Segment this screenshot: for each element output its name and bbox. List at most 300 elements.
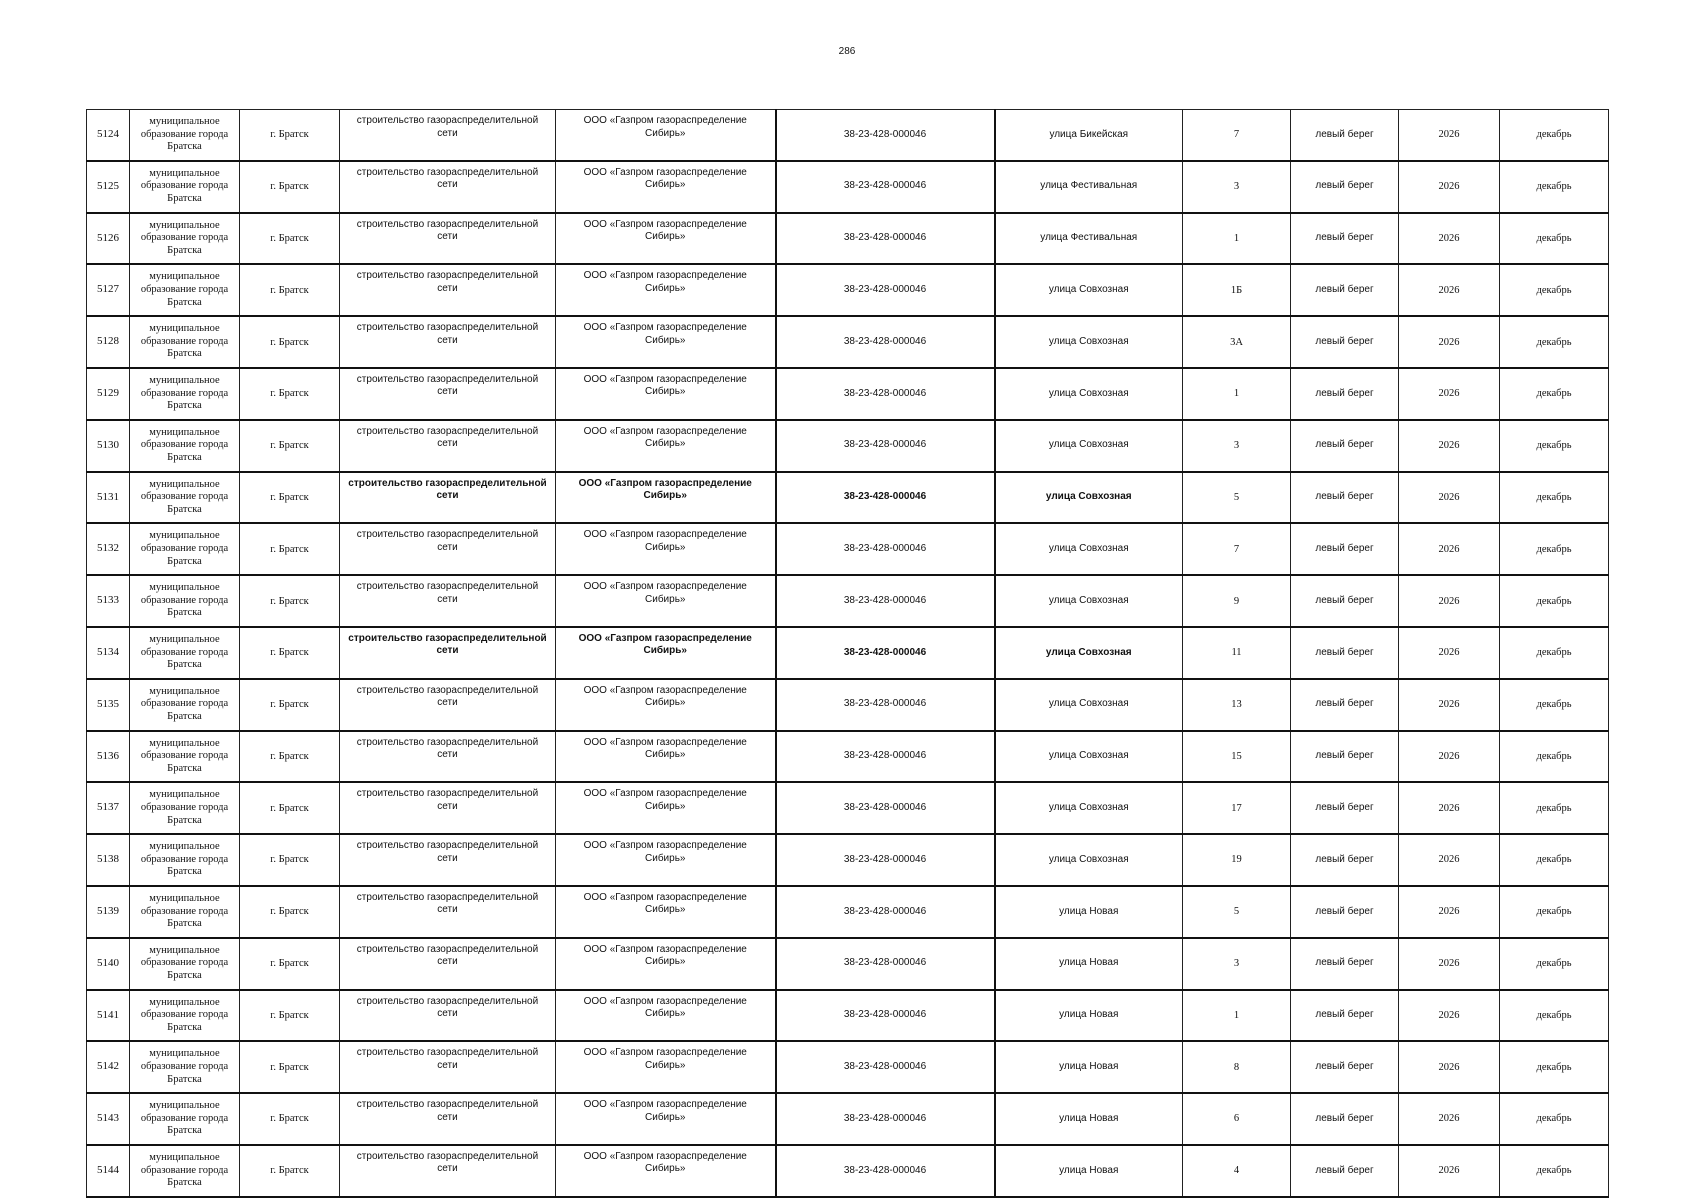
organization-cell-line: Сибирь» (645, 127, 686, 139)
organization-cell-line: ООО «Газпром газораспределение (583, 1150, 747, 1162)
house-number-cell: 11 (1183, 627, 1291, 679)
organization-cell-line: Сибирь» (645, 749, 686, 761)
locality-cell: г. Братск (240, 782, 340, 834)
row-number-cell: 5135 (87, 679, 130, 731)
house-number-cell: 1Б (1183, 264, 1291, 316)
municipality-cell-line: муниципальное (149, 737, 220, 749)
year-cell: 2026 (1399, 161, 1500, 213)
year-cell: 2026 (1399, 1041, 1500, 1093)
municipality-cell-line: Братска (167, 348, 202, 360)
house-number-cell: 7 (1183, 523, 1291, 575)
river-bank-cell: левый берег (1291, 938, 1399, 990)
river-bank-cell: левый берег (1291, 627, 1399, 679)
page-number: 286 (838, 46, 856, 57)
municipality-cell (130, 213, 240, 265)
month-cell: декабрь (1500, 110, 1609, 161)
table-row (87, 420, 1609, 472)
street-cell: улица Фестивальная (995, 161, 1183, 213)
work-type-cell-line: строительство газораспределительной (356, 322, 539, 334)
year-cell: 2026 (1399, 731, 1500, 783)
municipality-cell-line: Братска (167, 814, 202, 826)
municipality-cell-line: Братска (167, 192, 202, 204)
river-bank-cell: левый берег (1291, 523, 1399, 575)
work-type-cell-line: сети (437, 697, 458, 709)
row-number-cell: 5130 (87, 420, 130, 472)
municipality-cell-line: муниципальное (149, 167, 220, 179)
municipality-cell-line: образование города (140, 905, 229, 917)
work-type-cell (340, 316, 556, 368)
municipality-cell-line: образование города (140, 232, 229, 244)
row-number-cell: 5141 (87, 990, 130, 1042)
work-type-cell-line: строительство газораспределительной (356, 270, 539, 282)
house-number-cell: 3А (1183, 316, 1291, 368)
river-bank-cell: левый берег (1291, 420, 1399, 472)
year-cell: 2026 (1399, 575, 1500, 627)
work-type-cell (340, 990, 556, 1042)
program-code-cell: 38-23-428-000046 (776, 110, 995, 161)
street-cell: улица Совхозная (995, 679, 1183, 731)
program-code-cell: 38-23-428-000046 (776, 420, 995, 472)
street-cell: улица Совхозная (995, 627, 1183, 679)
municipality-cell-line: Братска (167, 555, 202, 567)
municipality-cell-line: образование города (140, 387, 229, 399)
year-cell: 2026 (1399, 368, 1500, 420)
street-cell: улица Совхозная (995, 420, 1183, 472)
table-row (87, 368, 1609, 420)
municipality-cell-line: муниципальное (149, 116, 220, 127)
month-cell: декабрь (1500, 1145, 1609, 1197)
organization-cell-line: ООО «Газпром газораспределение (583, 943, 747, 955)
year-cell: 2026 (1399, 782, 1500, 834)
program-code-cell: 38-23-428-000046 (776, 1145, 995, 1197)
organization-cell-line: ООО «Газпром газораспределение (583, 529, 747, 541)
work-type-cell-line: строительство газораспределительной (356, 1150, 539, 1162)
year-cell: 2026 (1399, 1093, 1500, 1145)
month-cell: декабрь (1500, 990, 1609, 1042)
municipality-cell-line: Братска (167, 244, 202, 256)
river-bank-cell: левый берег (1291, 264, 1399, 316)
row-number-cell: 5125 (87, 161, 130, 213)
municipality-cell-line: Братска (167, 607, 202, 619)
row-number-cell: 5124 (87, 110, 130, 161)
municipality-cell (130, 1093, 240, 1145)
locality-cell: г. Братск (240, 420, 340, 472)
program-code-cell: 38-23-428-000046 (776, 782, 995, 834)
row-number-cell: 5133 (87, 575, 130, 627)
organization-cell (556, 575, 776, 627)
municipality-cell-line: муниципальное (149, 271, 220, 283)
work-type-cell-line: сети (437, 282, 458, 294)
municipality-cell-line: муниципальное (149, 892, 220, 904)
work-type-cell-line: строительство газораспределительной (356, 581, 539, 593)
municipality-cell-line: Братска (167, 918, 202, 930)
gasification-schedule-table (86, 109, 1609, 1198)
work-type-cell (340, 1041, 556, 1093)
locality-cell: г. Братск (240, 1145, 340, 1197)
program-code-cell: 38-23-428-000046 (776, 731, 995, 783)
house-number-cell: 1 (1183, 213, 1291, 265)
municipality-cell-line: образование города (140, 698, 229, 710)
organization-cell (556, 938, 776, 990)
municipality-cell-line: Братска (167, 296, 202, 308)
municipality-cell-line: образование города (140, 180, 229, 192)
year-cell: 2026 (1399, 523, 1500, 575)
program-code-cell: 38-23-428-000046 (776, 368, 995, 420)
table-row (87, 886, 1609, 938)
work-type-cell-line: строительство газораспределительной (356, 218, 539, 230)
house-number-cell: 9 (1183, 575, 1291, 627)
locality-cell: г. Братск (240, 938, 340, 990)
year-cell: 2026 (1399, 990, 1500, 1042)
municipality-cell-line: образование города (140, 1112, 229, 1124)
work-type-cell-line: сети (436, 490, 459, 502)
program-code-cell: 38-23-428-000046 (776, 575, 995, 627)
table-row (87, 161, 1609, 213)
table-body (87, 110, 1609, 1197)
work-type-cell-line: строительство газораспределительной (356, 529, 539, 541)
municipality-cell (130, 161, 240, 213)
work-type-cell (340, 886, 556, 938)
street-cell: улица Новая (995, 1145, 1183, 1197)
program-code-cell: 38-23-428-000046 (776, 990, 995, 1042)
program-code-cell: 38-23-428-000046 (776, 627, 995, 679)
river-bank-cell: левый берег (1291, 316, 1399, 368)
street-cell: улица Совхозная (995, 782, 1183, 834)
row-number-cell: 5139 (87, 886, 130, 938)
organization-cell-line: ООО «Газпром газораспределение (583, 1047, 747, 1059)
organization-cell-line: ООО «Газпром газораспределение (583, 1099, 747, 1111)
work-type-cell-line: сети (437, 956, 458, 968)
organization-cell-line: ООО «Газпром газораспределение (583, 166, 747, 178)
municipality-cell-line: образование города (140, 594, 229, 606)
organization-cell (556, 731, 776, 783)
year-cell: 2026 (1399, 110, 1500, 161)
locality-cell: г. Братск (240, 627, 340, 679)
house-number-cell: 1 (1183, 368, 1291, 420)
work-type-cell-line: сети (437, 904, 458, 916)
work-type-cell-line: строительство газораспределительной (356, 373, 539, 385)
street-cell: улица Новая (995, 938, 1183, 990)
organization-cell-line: ООО «Газпром газораспределение (583, 115, 747, 126)
year-cell: 2026 (1399, 316, 1500, 368)
row-number-cell: 5134 (87, 627, 130, 679)
row-number-cell: 5137 (87, 782, 130, 834)
municipality-cell (130, 990, 240, 1042)
river-bank-cell: левый берег (1291, 1145, 1399, 1197)
work-type-cell-line: сети (437, 231, 458, 243)
year-cell: 2026 (1399, 213, 1500, 265)
organization-cell-line: Сибирь» (645, 541, 686, 553)
house-number-cell: 3 (1183, 161, 1291, 213)
table-row (87, 1093, 1609, 1145)
house-number-cell: 6 (1183, 1093, 1291, 1145)
month-cell: декабрь (1500, 472, 1609, 524)
organization-cell (556, 782, 776, 834)
municipality-cell-line: Братска (167, 866, 202, 878)
municipality-cell-line: муниципальное (149, 219, 220, 231)
organization-cell-line: Сибирь» (645, 904, 686, 916)
locality-cell: г. Братск (240, 886, 340, 938)
row-number-cell: 5129 (87, 368, 130, 420)
organization-cell-line: ООО «Газпром газораспределение (583, 891, 747, 903)
organization-cell-line: Сибирь» (645, 956, 686, 968)
program-code-cell: 38-23-428-000046 (776, 213, 995, 265)
year-cell: 2026 (1399, 834, 1500, 886)
street-cell: улица Новая (995, 1041, 1183, 1093)
month-cell: декабрь (1500, 1093, 1609, 1145)
row-number-cell: 5142 (87, 1041, 130, 1093)
program-code-cell: 38-23-428-000046 (776, 161, 995, 213)
river-bank-cell: левый берег (1291, 110, 1399, 161)
year-cell: 2026 (1399, 627, 1500, 679)
organization-cell-line: ООО «Газпром газораспределение (583, 425, 747, 437)
street-cell: улица Совхозная (995, 316, 1183, 368)
table-row (87, 213, 1609, 265)
organization-cell-line: ООО «Газпром газораспределение (583, 270, 747, 282)
work-type-cell-line: строительство газораспределительной (356, 995, 539, 1007)
locality-cell: г. Братск (240, 575, 340, 627)
organization-cell-line: ООО «Газпром газораспределение (583, 218, 747, 230)
work-type-cell-line: строительство газораспределительной (348, 477, 547, 489)
municipality-cell-line: Братска (167, 969, 202, 981)
month-cell: декабрь (1500, 627, 1609, 679)
organization-cell-line: ООО «Газпром газораспределение (578, 632, 752, 644)
municipality-cell (130, 368, 240, 420)
organization-cell-line: ООО «Газпром газораспределение (583, 322, 747, 334)
municipality-cell-line: Братска (167, 710, 202, 722)
work-type-cell-line: сети (437, 541, 458, 553)
year-cell: 2026 (1399, 886, 1500, 938)
work-type-cell-line: строительство газораспределительной (356, 840, 539, 852)
municipality-cell (130, 523, 240, 575)
locality-cell: г. Братск (240, 731, 340, 783)
table-row (87, 110, 1609, 161)
table-row (87, 316, 1609, 368)
table-row (87, 782, 1609, 834)
locality-cell: г. Братск (240, 990, 340, 1042)
work-type-cell-line: сети (437, 386, 458, 398)
house-number-cell: 4 (1183, 1145, 1291, 1197)
municipality-cell (130, 834, 240, 886)
work-type-cell (340, 161, 556, 213)
locality-cell: г. Братск (240, 316, 340, 368)
month-cell: декабрь (1500, 886, 1609, 938)
work-type-cell (340, 1145, 556, 1197)
work-type-cell-line: сети (437, 438, 458, 450)
month-cell: декабрь (1500, 213, 1609, 265)
organization-cell (556, 161, 776, 213)
organization-cell (556, 834, 776, 886)
organization-cell (556, 523, 776, 575)
street-cell: улица Фестивальная (995, 213, 1183, 265)
row-number-cell: 5138 (87, 834, 130, 886)
table-row (87, 938, 1609, 990)
house-number-cell: 5 (1183, 472, 1291, 524)
locality-cell: г. Братск (240, 523, 340, 575)
table-row (87, 731, 1609, 783)
row-number-cell: 5136 (87, 731, 130, 783)
work-type-cell-line: сети (437, 1163, 458, 1175)
work-type-cell (340, 264, 556, 316)
locality-cell: г. Братск (240, 834, 340, 886)
municipality-cell-line: муниципальное (149, 944, 220, 956)
table-row (87, 834, 1609, 886)
house-number-cell: 5 (1183, 886, 1291, 938)
municipality-cell-line: муниципальное (149, 789, 220, 801)
river-bank-cell: левый берег (1291, 472, 1399, 524)
municipality-cell (130, 1041, 240, 1093)
year-cell: 2026 (1399, 472, 1500, 524)
municipality-cell-line: Братска (167, 451, 202, 463)
table-row (87, 1145, 1609, 1197)
program-code-cell: 38-23-428-000046 (776, 886, 995, 938)
table-row (87, 679, 1609, 731)
street-cell: улица Бикейская (995, 110, 1183, 161)
organization-cell-line: Сибирь» (645, 1008, 686, 1020)
locality-cell: г. Братск (240, 368, 340, 420)
street-cell: улица Новая (995, 1093, 1183, 1145)
work-type-cell-line: строительство газораспределительной (348, 632, 547, 644)
row-number-cell: 5132 (87, 523, 130, 575)
river-bank-cell: левый берег (1291, 575, 1399, 627)
municipality-cell (130, 679, 240, 731)
organization-cell-line: Сибирь» (645, 231, 686, 243)
river-bank-cell: левый берег (1291, 731, 1399, 783)
organization-cell-line: Сибирь» (645, 438, 686, 450)
house-number-cell: 7 (1183, 110, 1291, 161)
organization-cell-line: Сибирь» (643, 490, 687, 502)
work-type-cell-line: сети (437, 127, 458, 139)
municipality-cell-line: образование города (140, 335, 229, 347)
organization-cell (556, 110, 776, 161)
organization-cell (556, 316, 776, 368)
river-bank-cell: левый берег (1291, 990, 1399, 1042)
municipality-cell-line: муниципальное (149, 478, 220, 490)
house-number-cell: 3 (1183, 420, 1291, 472)
row-number-cell: 5140 (87, 938, 130, 990)
organization-cell (556, 886, 776, 938)
work-type-cell (340, 679, 556, 731)
organization-cell-line: Сибирь» (645, 386, 686, 398)
organization-cell-line: Сибирь» (643, 645, 687, 657)
year-cell: 2026 (1399, 420, 1500, 472)
organization-cell-line: Сибирь» (645, 334, 686, 346)
program-code-cell: 38-23-428-000046 (776, 938, 995, 990)
municipality-cell-line: образование города (140, 801, 229, 813)
work-type-cell-line: строительство газораспределительной (356, 684, 539, 696)
river-bank-cell: левый берег (1291, 161, 1399, 213)
river-bank-cell: левый берег (1291, 1041, 1399, 1093)
month-cell: декабрь (1500, 782, 1609, 834)
month-cell: декабрь (1500, 679, 1609, 731)
work-type-cell-line: сети (437, 1008, 458, 1020)
year-cell: 2026 (1399, 679, 1500, 731)
work-type-cell-line: строительство газораспределительной (356, 1047, 539, 1059)
municipality-cell (130, 782, 240, 834)
program-code-cell: 38-23-428-000046 (776, 679, 995, 731)
month-cell: декабрь (1500, 1041, 1609, 1093)
house-number-cell: 17 (1183, 782, 1291, 834)
organization-cell-line: Сибирь» (645, 697, 686, 709)
work-type-cell (340, 1093, 556, 1145)
organization-cell-line: Сибирь» (645, 179, 686, 191)
municipality-cell (130, 316, 240, 368)
organization-cell-line: Сибирь» (645, 593, 686, 605)
house-number-cell: 8 (1183, 1041, 1291, 1093)
program-code-cell: 38-23-428-000046 (776, 834, 995, 886)
month-cell: декабрь (1500, 938, 1609, 990)
work-type-cell-line: строительство газораспределительной (356, 943, 539, 955)
municipality-cell-line: Братска (167, 141, 202, 153)
municipality-cell-line: муниципальное (149, 841, 220, 853)
row-number-cell: 5128 (87, 316, 130, 368)
work-type-cell-line: строительство газораспределительной (356, 166, 539, 178)
street-cell: улица Совхозная (995, 834, 1183, 886)
organization-cell (556, 472, 776, 524)
municipality-cell-line: образование города (140, 283, 229, 295)
municipality-cell (130, 886, 240, 938)
street-cell: улица Новая (995, 990, 1183, 1042)
river-bank-cell: левый берег (1291, 213, 1399, 265)
municipality-cell-line: образование города (140, 542, 229, 554)
work-type-cell-line: строительство газораспределительной (356, 1099, 539, 1111)
row-number-cell: 5127 (87, 264, 130, 316)
work-type-cell (340, 110, 556, 161)
municipality-cell-line: образование города (140, 491, 229, 503)
program-code-cell: 38-23-428-000046 (776, 316, 995, 368)
municipality-cell (130, 420, 240, 472)
work-type-cell (340, 627, 556, 679)
street-cell: улица Совхозная (995, 575, 1183, 627)
municipality-cell (130, 472, 240, 524)
organization-cell-line: ООО «Газпром газораспределение (583, 736, 747, 748)
municipality-cell-line: Братска (167, 1125, 202, 1137)
locality-cell: г. Братск (240, 110, 340, 161)
street-cell: улица Совхозная (995, 472, 1183, 524)
organization-cell-line: Сибирь» (645, 1111, 686, 1123)
municipality-cell-line: образование города (140, 439, 229, 451)
house-number-cell: 13 (1183, 679, 1291, 731)
work-type-cell (340, 368, 556, 420)
organization-cell (556, 264, 776, 316)
municipality-cell-line: муниципальное (149, 633, 220, 645)
organization-cell (556, 1145, 776, 1197)
work-type-cell-line: строительство газораспределительной (356, 425, 539, 437)
month-cell: декабрь (1500, 161, 1609, 213)
work-type-cell (340, 731, 556, 783)
municipality-cell-line: муниципальное (149, 685, 220, 697)
house-number-cell: 19 (1183, 834, 1291, 886)
municipality-cell-line: Братска (167, 503, 202, 515)
month-cell: декабрь (1500, 731, 1609, 783)
organization-cell-line: ООО «Газпром газораспределение (583, 788, 747, 800)
municipality-cell-line: муниципальное (149, 374, 220, 386)
organization-cell (556, 990, 776, 1042)
organization-cell (556, 213, 776, 265)
work-type-cell (340, 472, 556, 524)
month-cell: декабрь (1500, 575, 1609, 627)
organization-cell (556, 627, 776, 679)
river-bank-cell: левый берег (1291, 1093, 1399, 1145)
organization-cell-line: Сибирь» (645, 1163, 686, 1175)
work-type-cell-line: строительство газораспределительной (356, 788, 539, 800)
month-cell: декабрь (1500, 264, 1609, 316)
municipality-cell-line: образование города (140, 1060, 229, 1072)
year-cell: 2026 (1399, 1145, 1500, 1197)
street-cell: улица Совхозная (995, 264, 1183, 316)
house-number-cell: 15 (1183, 731, 1291, 783)
organization-cell (556, 368, 776, 420)
